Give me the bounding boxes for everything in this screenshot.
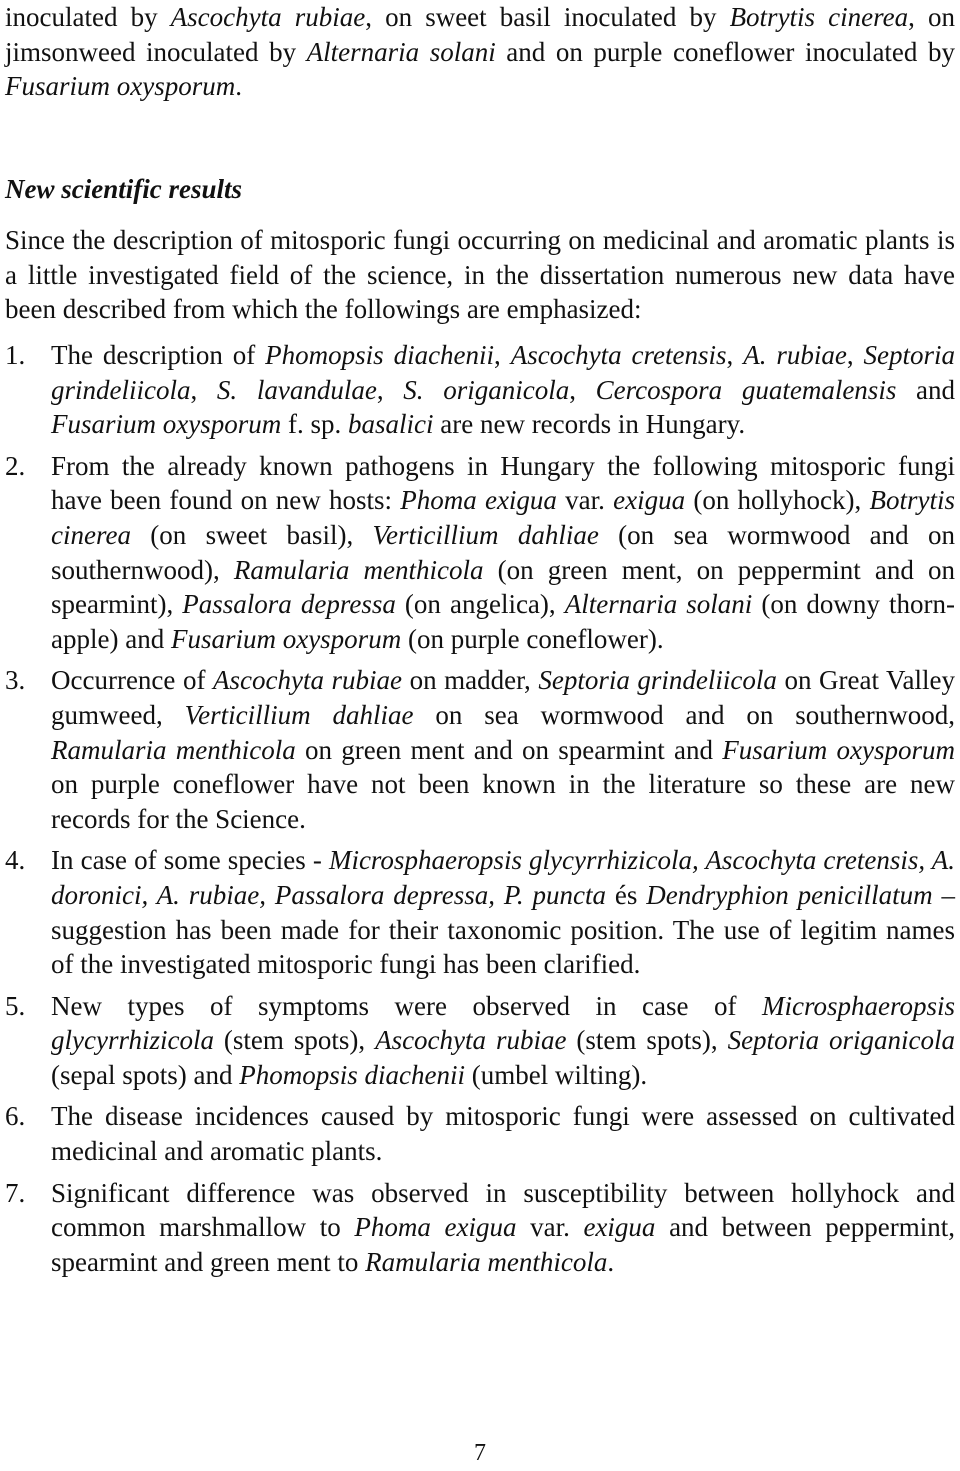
text-run: on green ment and on spearmint and	[295, 734, 723, 765]
italic-text: Ascochyta rubiae	[170, 2, 366, 32]
list-item-text	[51, 449, 955, 657]
list-item-number: 2.	[5, 450, 26, 481]
italic-text: Ramularia menthicola	[233, 554, 484, 585]
text-run: (on purple coneflower).	[401, 623, 664, 654]
list-item-number: 3.	[5, 665, 26, 696]
italic-text: Alternaria solani	[306, 36, 496, 67]
italic-text: Cercospora guatemalensis	[595, 374, 897, 405]
italic-text: Fusarium oxysporum	[722, 734, 955, 765]
text-run: (umbel wilting).	[464, 1059, 648, 1090]
italic-text: Fusarium oxysporum	[5, 71, 236, 102]
intro-paragraph	[5, 0, 955, 104]
text-run: (on sweet basil),	[130, 519, 373, 550]
text-run: .	[235, 71, 242, 102]
list-item	[5, 338, 955, 442]
page-number: 7	[474, 1440, 486, 1466]
text-run: és	[606, 879, 647, 910]
italic-text: Phoma exigua	[354, 1212, 517, 1243]
italic-text: Microsphaeropsis glycyrrhizicola, Ascochyta cretensis, A. doronici, A. rubiae, Passalora depressa, P. puncta	[51, 845, 955, 910]
italic-text: Septoria grindeliicola	[538, 665, 777, 696]
text-run: The disease incidences caused by mitosporic fungi were assessed on cultivated medicinal and aromatic plants.	[51, 1101, 955, 1167]
text-run: Occurrence of	[51, 665, 214, 696]
italic-text: A. rubiae	[743, 340, 847, 370]
italic-text: Verticillium dahliae	[184, 699, 414, 730]
text-run: ,	[376, 374, 404, 405]
italic-text: S. lavandulae	[216, 374, 377, 405]
text-run: (stem spots),	[213, 1025, 376, 1056]
text-run: var.	[556, 485, 614, 516]
list-item-number: 1.	[5, 340, 26, 370]
text-run: ,	[494, 340, 511, 370]
italic-text: Dendryphion penicillatum	[646, 879, 933, 910]
text-run: on sea wormwood and on southernwood,	[413, 699, 955, 730]
italic-text: Alternaria solani	[564, 589, 753, 620]
italic-text: Verticillium dahliae	[372, 519, 599, 550]
italic-text: Botrytis cinerea	[51, 485, 955, 550]
list-item	[5, 449, 955, 657]
text-run: .	[607, 1246, 615, 1277]
italic-text: Phomopsis diachenii	[265, 340, 495, 370]
text-run: – suggestion has been made for their taxonomic position. The use of legitim names of the investigated mitosporic fungi has been clarified.	[51, 879, 956, 980]
text-run: (on angelica),	[395, 589, 565, 620]
text-run: and on purple coneflower inoculated by	[495, 36, 955, 67]
italic-text: Fusarium oxysporum	[170, 623, 402, 654]
text-run: (sepal spots) and	[51, 1059, 240, 1090]
italic-text: Phomopsis diachenii	[239, 1059, 465, 1090]
text-run: and	[896, 374, 955, 405]
italic-text: S. origanicola	[403, 374, 570, 405]
text-run: (on downy thorn-apple) and	[51, 589, 955, 654]
list-item	[5, 663, 955, 836]
text-run: f. sp.	[281, 409, 348, 440]
italic-text: Ascochyta cretensis	[510, 340, 727, 370]
text-run: are new records in Hungary.	[433, 409, 746, 440]
italic-text: Fusarium oxysporum	[51, 409, 282, 440]
italic-text: Phoma exigua	[400, 485, 557, 516]
list-item-text	[51, 1176, 955, 1280]
italic-text: Ramularia menthicola	[51, 734, 296, 765]
text-run: In case of some species -	[51, 845, 329, 876]
section-paragraph: Since the description of mitosporic fungi occurring on medicinal and aromatic plants is a little investigated field of the science, in the dissertation numerous new data have been described from which the followings are emphasized:	[5, 225, 955, 325]
text-run: Significant difference was observed in susceptibility between hollyhock and common marshmallow to	[51, 1177, 955, 1243]
italic-text: Ascochyta rubiae	[213, 665, 403, 696]
list-item-number: 5.	[5, 990, 26, 1021]
text-run: , on sweet basil inoculated by	[365, 2, 730, 32]
list-item-number: 4.	[5, 845, 26, 876]
results-list	[5, 338, 955, 1286]
text-run: on madder,	[402, 665, 539, 696]
list-item-number: 7.	[5, 1177, 26, 1208]
text-run: on purple coneflower have not been known in the literature so these are new records for the Science.	[51, 769, 955, 834]
text-run: inoculated by	[5, 2, 171, 32]
italic-text: exigua	[583, 1212, 656, 1243]
text-run: (on green ment, on peppermint and on spearmint),	[51, 554, 955, 620]
text-run: (on sea wormwood and on southernwood),	[51, 519, 955, 585]
list-item	[5, 1099, 955, 1168]
list-item-text	[51, 989, 955, 1093]
text-run: , on jimsonweed inoculated by	[5, 2, 955, 67]
italic-text: basalici	[348, 409, 434, 440]
list-item-text	[51, 663, 955, 836]
text-run: ,	[726, 340, 744, 370]
text-run: var.	[516, 1212, 584, 1243]
text-run: and between peppermint, spearmint and green ment to	[51, 1212, 955, 1277]
list-item	[5, 1176, 955, 1280]
text-run: ,	[846, 340, 864, 370]
text-run: The description of	[51, 340, 266, 370]
list-item	[5, 989, 955, 1093]
italic-text: Septoria grindeliicola	[51, 340, 955, 405]
italic-text: Ascochyta rubiae	[375, 1025, 567, 1056]
text-run: (stem spots),	[566, 1025, 728, 1056]
italic-text: Passalora depressa	[182, 589, 396, 620]
text-run: From the already known pathogens in Hungary the following mitosporic fungi have been found on new hosts:	[51, 450, 955, 516]
text-run: ,	[190, 374, 217, 405]
list-item-text	[51, 843, 955, 981]
italic-text: Septoria origanicola	[727, 1025, 956, 1056]
list-item-number: 6.	[5, 1101, 26, 1132]
text-run: on Great Valley gumweed,	[51, 665, 956, 730]
section-heading: New scientific results	[5, 174, 242, 204]
list-item	[5, 843, 955, 981]
text-run: (on hollyhock),	[685, 485, 870, 516]
list-item-text	[51, 1099, 955, 1168]
italic-text: exigua	[613, 485, 686, 516]
italic-text: Ramularia menthicola	[365, 1246, 608, 1277]
list-item-text	[51, 338, 955, 442]
text-run: ,	[569, 374, 596, 405]
italic-text: Botrytis cinerea	[729, 2, 909, 32]
text-run: New types of symptoms were observed in case of	[51, 990, 762, 1021]
italic-text: Microsphaeropsis glycyrrhizicola	[51, 990, 955, 1056]
